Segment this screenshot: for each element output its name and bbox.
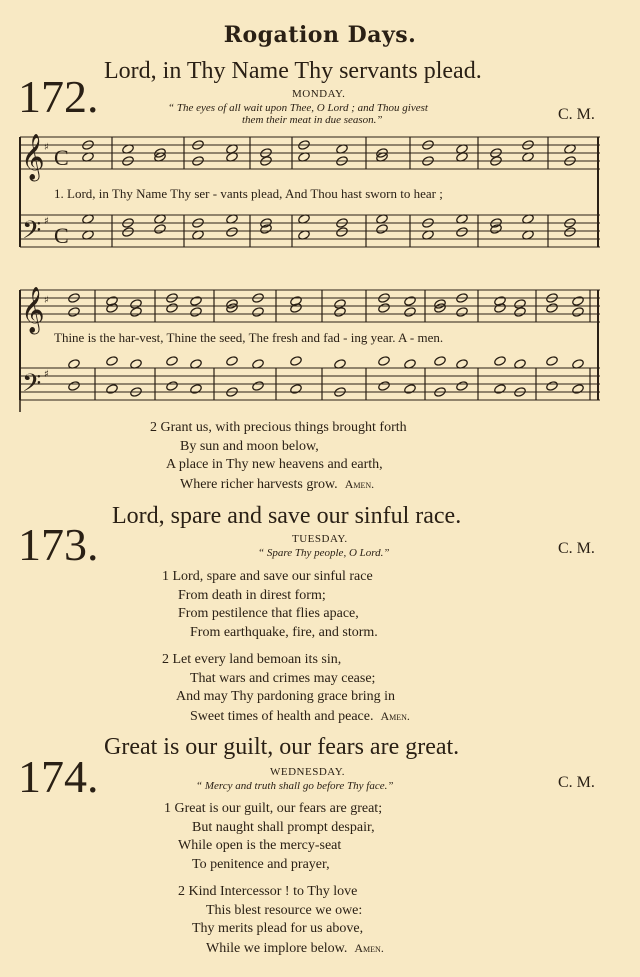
hymn-174-verse-1 xyxy=(164,800,382,874)
verse-line: Thy merits plead for us above, xyxy=(192,921,364,936)
verse-line: That wars and crimes may cease; xyxy=(190,670,376,686)
verse-line: 2 Grant us, with precious things brought forth xyxy=(150,420,407,435)
hymn-number-173: 173. xyxy=(18,519,99,570)
hymn-173-verse-2 xyxy=(162,651,410,726)
note-head xyxy=(335,226,348,237)
note-head xyxy=(251,380,264,391)
lyrics-line-2: Thine is the har-vest, Thine the seed, The fresh and fad - ing year. A - men. xyxy=(54,330,444,345)
note-head xyxy=(189,295,202,306)
note-head xyxy=(67,306,80,317)
note-head xyxy=(165,302,178,313)
note-head xyxy=(153,223,166,234)
verse-line: To penitence and prayer, xyxy=(192,856,330,872)
note-head xyxy=(571,295,584,306)
note-head xyxy=(563,226,576,237)
note-head xyxy=(403,383,416,394)
note-head xyxy=(455,306,468,317)
note-head xyxy=(289,355,302,366)
note-head xyxy=(377,355,390,366)
hymn-quote-173: “ Spare Thy people, O Lord.” xyxy=(258,547,390,559)
verse-line: 2 Let every land bemoan its sin, xyxy=(162,652,342,667)
staff-treble-2 xyxy=(20,290,600,322)
verse-line: And may Thy pardoning grace bring in xyxy=(176,689,396,704)
note-head xyxy=(165,355,178,366)
note-head xyxy=(403,306,416,317)
note-head xyxy=(165,380,178,391)
verse-line: 2 Kind Intercessor ! to Thy love xyxy=(178,884,358,899)
hymn-number-172: 172. xyxy=(18,71,99,122)
note-head xyxy=(377,380,390,391)
note-head xyxy=(493,355,506,366)
note-head xyxy=(493,383,506,394)
staff-treble-1 xyxy=(20,137,600,169)
amen: Amen. xyxy=(380,708,410,723)
hymn-meter-174: C. M. xyxy=(558,774,595,791)
hymn-title-173: Lord, spare and save our sinful race. xyxy=(112,503,462,529)
note-head xyxy=(433,355,446,366)
note-head xyxy=(289,383,302,394)
hymn-quote-174: “ Mercy and truth shall go before Thy face.” xyxy=(196,780,394,792)
amen: Amen. xyxy=(344,476,375,491)
hymn-day-174: WEDNESDAY. xyxy=(270,766,345,778)
note-head xyxy=(105,383,118,394)
note-head xyxy=(513,306,526,317)
hymn-174-verse-2 xyxy=(178,883,384,958)
svg-text:C: C xyxy=(54,223,69,248)
note-head xyxy=(403,295,416,306)
bass-clef-2: 𝄢 xyxy=(22,369,42,404)
note-head xyxy=(571,383,584,394)
note-head xyxy=(455,226,468,237)
note-head xyxy=(189,306,202,317)
verse-line: Sweet times of health and peace. xyxy=(190,708,374,724)
verse-line: 1 Great is our guilt, our fears are great; xyxy=(164,801,383,816)
note-head xyxy=(129,306,142,317)
hymn-number-174: 174. xyxy=(18,751,99,802)
hymn-172-verse-2 xyxy=(150,419,407,494)
note-head xyxy=(545,302,558,313)
verse-line: While open is the mercy-seat xyxy=(178,838,342,853)
note-head xyxy=(225,226,238,237)
note-head xyxy=(333,306,346,317)
hymn-title-174: Great is our guilt, our fears are great. xyxy=(104,734,460,760)
hymn-title-172: Lord, in Thy Name Thy servants plead. xyxy=(104,58,482,84)
bass-clef-1: 𝄢 xyxy=(22,216,42,251)
hymn-quote-172-line1: “ The eyes of all wait upon Thee, O Lord ; and Thou givest xyxy=(168,102,428,114)
verse-line: From earthquake, fire, and storm. xyxy=(190,624,378,640)
note-head xyxy=(545,380,558,391)
note-head xyxy=(251,306,264,317)
lyrics-line-1: 1. Lord, in Thy Name Thy ser - vants plead, And Thou hast sworn to hear ; xyxy=(54,186,443,201)
verse-line: This blest resource we owe: xyxy=(206,902,363,918)
verse-line: By sun and moon below, xyxy=(180,438,319,454)
verse-line: Where richer harvests grow. xyxy=(180,476,338,492)
amen: Amen. xyxy=(354,940,384,955)
hymn-meter-173: C. M. xyxy=(558,540,595,557)
note-head xyxy=(105,355,118,366)
note-head xyxy=(455,380,468,391)
verse-line: While we implore below. xyxy=(206,940,348,956)
staff-bass-2 xyxy=(20,368,600,400)
verse-line: But naught shall prompt despair, xyxy=(192,819,375,835)
staff-bass-1 xyxy=(20,215,600,247)
svg-text:♯: ♯ xyxy=(44,216,49,227)
verse-line: 1 Lord, spare and save our sinful race xyxy=(162,569,373,584)
note-head xyxy=(67,380,80,391)
note-head xyxy=(225,355,238,366)
note-head xyxy=(375,223,388,234)
verse-line: From death in direst form; xyxy=(178,587,326,603)
hymn-173-verse-1 xyxy=(162,568,378,642)
hymn-meter-172: C. M. xyxy=(558,106,595,123)
note-head xyxy=(377,302,390,313)
note-head xyxy=(545,355,558,366)
page-header: Rogation Days. xyxy=(223,22,417,48)
verse-line: From pestilence that flies apace, xyxy=(178,606,359,621)
note-head xyxy=(121,226,134,237)
svg-text:♯: ♯ xyxy=(44,369,49,380)
svg-text:♯: ♯ xyxy=(44,295,49,306)
hymn-quote-172-line2: them their meat in due season.” xyxy=(242,114,383,126)
treble-clef-2: 𝄞 xyxy=(21,287,45,333)
treble-clef-1: 𝄞 xyxy=(21,134,45,180)
hymn-day-172: MONDAY. xyxy=(292,88,346,100)
hymn-day-173: TUESDAY. xyxy=(292,533,348,545)
note-head xyxy=(189,383,202,394)
svg-text:♯: ♯ xyxy=(44,142,49,153)
note-head xyxy=(571,306,584,317)
svg-text:C: C xyxy=(54,145,69,170)
verse-line: A place in Thy new heavens and earth, xyxy=(166,457,383,472)
